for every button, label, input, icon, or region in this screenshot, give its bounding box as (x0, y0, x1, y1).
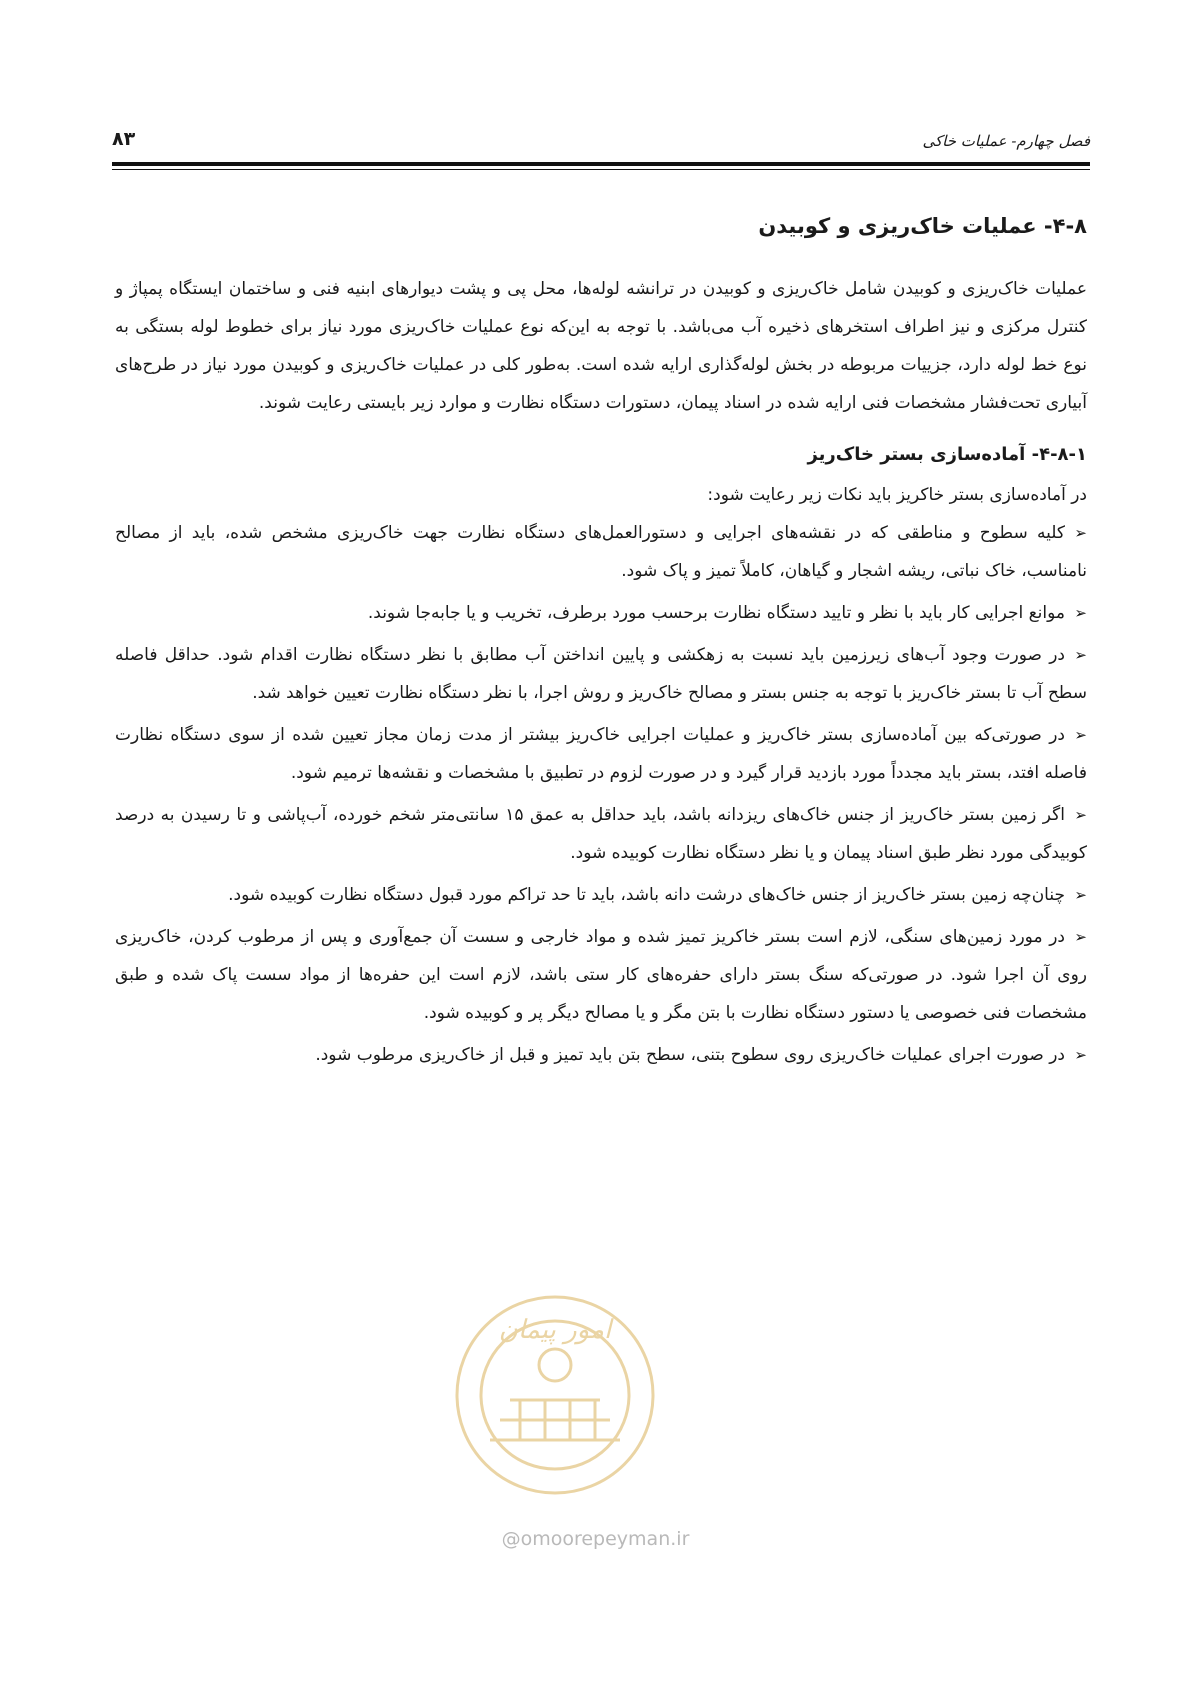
bullet-item (115, 514, 1087, 590)
arrow-bullet-icon: ➢ (1074, 726, 1087, 744)
arrow-bullet-icon: ➢ (1074, 928, 1087, 946)
page-number: ۸۳ (112, 128, 136, 150)
header-rule-thin (112, 169, 1090, 170)
bullet-text: چنان‌چه زمین بستر خاک‌ریز از جنس خاک‌های درشت دانه باشد، باید تا حد تراکم مورد قبول دستگاه نظارت کوبیده شود. (228, 885, 1065, 905)
bullet-item (115, 796, 1087, 872)
bullet-text: در مورد زمین‌های سنگی، لازم است بستر خاکریز تمیز شده و مواد خارجی و سست آن جمع‌آوری و پس از مرطوب کردن، خاک‌ریزی روی آن اجرا شود. در صورتی‌که سنگ بستر دارای حفره‌های کار ستی باشد، لازم است این حفره‌ها از مواد سست پاک شده و طبق مشخصات فنی خصوصی یا دستور دستگاه نظارت با بتن مگر و یا مصالح دیگر پر و کوبیده شود. (115, 927, 1087, 1023)
bullet-text: در صورت اجرای عملیات خاک‌ریزی روی سطوح بتنی، سطح بتن باید تمیز و قبل از خاک‌ریزی مرطوب شود. (315, 1045, 1065, 1065)
bullet-text: در صورتی‌که بین آماده‌سازی بستر خاک‌ریز و عملیات اجرایی خاک‌ریز بیشتر از مدت زمان مجاز تعیین شده از سوی دستگاه نظارت فاصله افتد، بستر باید مجدداً مورد بازدید قرار گیرد و در صورت لزوم در تطبیق با مشخصات و نقشه‌ها ترمیم شود. (115, 725, 1087, 783)
subsection-intro: در آماده‌سازی بستر خاکریز باید نکات زیر رعایت شود: (707, 485, 1087, 505)
bullet-item (115, 594, 1087, 632)
section-paragraph: عملیات خاک‌ریزی و کوبیدن شامل خاک‌ریزی و کوبیدن در ترانشه لوله‌ها، محل پی و پشت دیوارهای ابنیه فنی و ساختمان ایستگاه پمپاژ و کنترل مرکزی و نیز اطراف استخرهای ذخیره آب می‌باشد. با توجه به این‌که نوع عملیات خاک‌ریزی مورد نیاز برای خطوط لوله بستگی به نوع خط لوله دارد، جزییات مربوطه در بخش لوله‌گذاری ارایه شده است. به‌طور کلی در عملیات خاک‌ریزی و کوبیدن مورد نیاز در طرح‌های آبیاری تحت‌فشار مشخصات فنی ارایه شده در اسناد پیمان، دستورات دستگاه نظارت و موارد زیر بایستی رعایت شوند. (115, 279, 1087, 413)
bullet-list (115, 514, 1087, 1074)
bullet-text: در صورت وجود آب‌های زیرزمین باید نسبت به زهکشی و پایین انداختن آب مطابق با نظر دستگاه نظارت اقدام شود. حداقل فاصله سطح آب تا بستر خاک‌ریز با توجه به جنس بستر و مصالح خاک‌ریز و روش اجرا، با نظر دستگاه نظارت تعیین خواهد شد. (115, 645, 1087, 703)
watermark-logo (450, 1290, 660, 1500)
bullet-item (115, 636, 1087, 712)
bullet-text: موانع اجرایی کار باید با نظر و تایید دستگاه نظارت برحسب مورد برطرف، تخریب و یا جابه‌جا شوند. (367, 603, 1065, 623)
page-body (115, 212, 1087, 1078)
bullet-item (115, 918, 1087, 1032)
watermark-logo-text: امور پیمان (498, 1315, 612, 1345)
bullet-text: کلیه سطوح و مناطقی که در نقشه‌های اجرایی و دستورالعمل‌های دستگاه نظارت جهت خاک‌ریزی مشخص شده، باید از مصالح نامناسب، خاک نباتی، ریشه اشجار و گیاهان، کاملاً تمیز و پاک شود. (115, 523, 1087, 581)
arrow-bullet-icon: ➢ (1074, 646, 1087, 664)
arrow-bullet-icon: ➢ (1074, 886, 1087, 904)
bullet-item (115, 716, 1087, 792)
header-rule-thick (112, 162, 1090, 166)
page-header (112, 118, 1090, 158)
bullet-item (115, 1036, 1087, 1074)
arrow-bullet-icon: ➢ (1074, 524, 1087, 542)
section-title: ۴-۸- عملیات خاک‌ریزی و کوبیدن (758, 214, 1087, 238)
arrow-bullet-icon: ➢ (1074, 604, 1087, 622)
watermark-site: @omoorepeyman.ir (501, 1528, 690, 1550)
subsection-title: ۴-۸-۱- آماده‌سازی بستر خاک‌ریز (807, 444, 1087, 465)
bullet-item (115, 876, 1087, 914)
bullet-text: اگر زمین بستر خاک‌ریز از جنس خاک‌های ریزدانه باشد، باید حداقل به عمق ۱۵ سانتی‌متر شخم خورده، آب‌پاشی و تا رسیدن به درصد کوبیدگی مورد نظر طبق اسناد پیمان و یا نظر دستگاه نظارت کوبیده شود. (115, 805, 1087, 863)
arrow-bullet-icon: ➢ (1074, 806, 1087, 824)
chapter-title: فصل چهارم- عملیات خاکی (922, 132, 1090, 150)
arrow-bullet-icon: ➢ (1074, 1046, 1087, 1064)
